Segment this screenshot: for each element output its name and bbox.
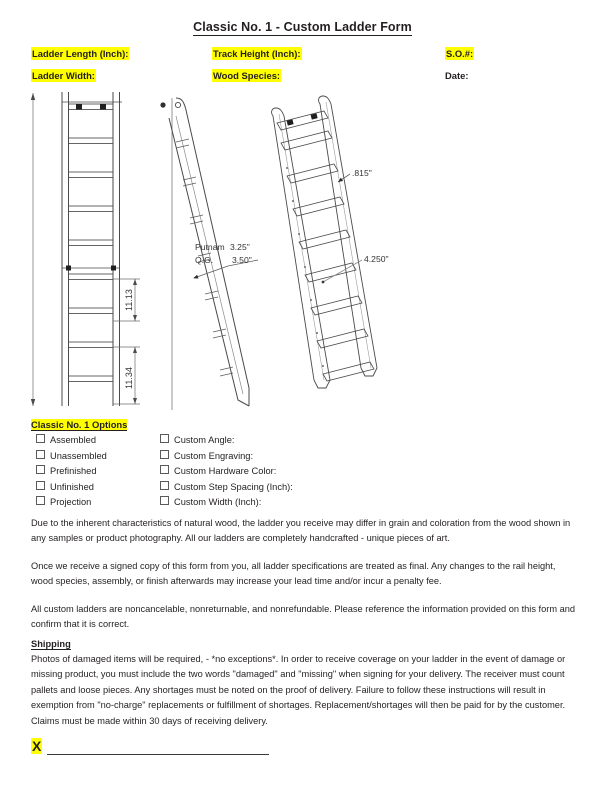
option-custom-width[interactable] [160,495,293,511]
checkbox-icon[interactable] [160,434,169,443]
page-title-text: Classic No. 1 - Custom Ladder Form [193,20,412,34]
checkbox-icon[interactable] [160,450,169,459]
option-unfinished[interactable] [36,480,107,496]
isometric-view-group [272,96,377,388]
option-custom-hardware-color-label: Custom Hardware Color: [174,466,277,477]
options-heading [31,419,127,430]
options-heading-text: Classic No. 1 Options [31,419,128,430]
field-date [445,70,468,82]
annotation-putnam-value: 3.25" [230,242,250,252]
dimension-815-label: .815" [352,168,372,178]
paragraph-noncancelable: All custom ladders are noncancelable, nonreturnable, and nonrefundable. Please reference the information provided on this form and confirm that it is correct. [31,604,576,630]
field-ladder-width-label: Ladder Width: [32,70,95,81]
technical-drawings [0,88,605,418]
field-ladder-length [31,48,129,60]
option-prefinished[interactable] [36,464,107,480]
shipping-heading-text: Shipping [31,639,71,649]
checkbox-icon[interactable] [36,481,45,490]
shipping-heading [31,639,71,649]
checkbox-icon[interactable] [36,465,45,474]
option-prefinished-label: Prefinished [50,466,97,477]
front-elevation-group [31,92,122,406]
checkbox-icon[interactable] [160,465,169,474]
paragraph-wood-characteristics: Due to the inherent characteristics of natural wood, the ladder you receive may differ in grain and coloration from the wood shown in any samples or product photography. All our ladders are completely handcrafted - unique pieces of art. [31,518,571,544]
options-column-left [36,433,107,511]
option-assembled-label: Assembled [50,435,96,445]
dimension-11-13-label: 11.13 [124,289,134,311]
field-ladder-width [31,70,96,82]
option-unassembled-label: Unassembled [50,450,107,461]
option-custom-angle[interactable] [160,433,293,449]
option-custom-angle-label: Custom Angle: [174,435,235,445]
field-ladder-length-label: Ladder Length (Inch): [32,48,129,59]
annotation-qg-label: Q.G. [195,255,214,265]
side-view-group [160,98,249,410]
drawings-svg [0,88,605,418]
option-projection[interactable] [36,495,107,511]
annotation-qg-value: 3.50" [232,255,252,265]
paragraph-final-specifications: Once we receive a signed copy of this form from you, all ladder specifications are treated as final. Any changes to the rail height, wood species, assembly, or finish afterwards may increase your lead time and/or incur a penalty fee. [31,561,556,587]
paragraph-shipping: Photos of damaged items will be required, - *no exceptions*. In order to receive coverage on your ladder in the event of damage or missing product, you must include the two words "damaged" and "missing" when signing for your delivery. The receiver must count pallets and loose pieces. Any shortages must be noted on the proof of delivery. Failure to follow these instructions will result in exemption from "no-charge" replacements or fulfillment of shortages. Replacement/shortages will then be paid for by the customer. Claims must be made within 30 days of receiving delivery. [31,654,566,726]
signature-line[interactable] [47,754,269,755]
field-date-label: Date: [445,70,469,81]
field-sales-order-number [445,48,474,60]
options-column-right [160,433,293,511]
option-projection-label: Projection [50,497,92,508]
checkbox-icon[interactable] [36,434,45,443]
checkbox-icon[interactable] [36,496,45,505]
option-unassembled[interactable] [36,449,107,465]
checkbox-icon[interactable] [36,450,45,459]
option-custom-step-spacing[interactable] [160,480,293,496]
dimension-11-34-label: 11.34 [124,367,134,389]
field-track-height-label: Track Height (Inch): [213,48,301,59]
checkbox-icon[interactable] [160,496,169,505]
page-title [0,20,605,34]
field-wood-species-label: Wood Species: [213,70,281,81]
option-unfinished-label: Unfinished [50,481,94,492]
option-custom-hardware-color[interactable] [160,464,293,480]
option-assembled[interactable] [36,433,107,449]
option-custom-engraving-label: Custom Engraving: [174,450,254,461]
annotation-putnam-label: Putnam [195,242,225,252]
field-wood-species [212,70,281,82]
option-custom-step-spacing-label: Custom Step Spacing (Inch): [174,481,293,492]
field-track-height [212,48,302,60]
field-sales-order-number-label: S.O.#: [446,48,474,59]
signature-mark: X [32,738,42,754]
checkbox-icon[interactable] [160,481,169,490]
dimension-4250-label: 4.250" [364,254,389,264]
option-custom-engraving[interactable] [160,449,293,465]
option-custom-width-label: Custom Width (Inch): [174,497,262,508]
